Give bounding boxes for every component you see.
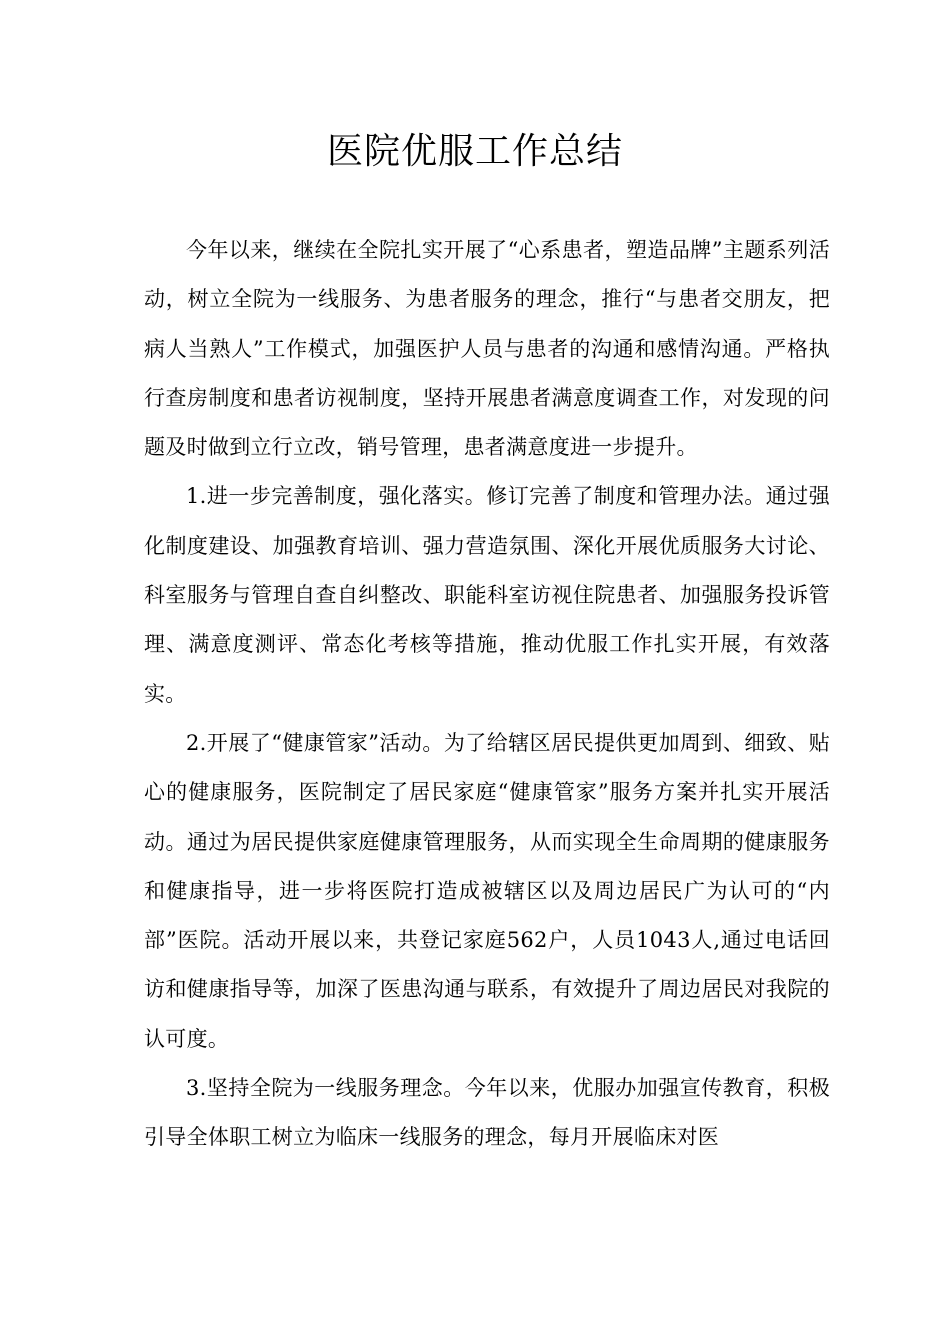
- paragraph-intro: 今年以来，继续在全院扎实开展了“心系患者，塑造品牌”主题系列活动，树立全院为一线服务、为患者服务的理念，推行“与患者交朋友，把病人当熟人”工作模式，加强医护人员与患者的沟通和感情沟通。严格执行查房制度和患者访视制度，坚持开展患者满意度调查工作，对发现的问题及时做到立行立改，销号管理，患者满意度进一步提升。: [144, 238, 830, 460]
- paragraph-item-2: 2.开展了“健康管家”活动。为了给辖区居民提供更加周到、细致、贴心的健康服务，医院制定了居民家庭“健康管家”服务方案并扎实开展活动。通过为居民提供家庭健康管理服务，从而实现全生命周期的健康服务和健康指导，进一步将医院打造成被辖区以及周边居民广为认可的“内部”医院。活动开展以来，共登记家庭562户，人员1043人,通过电话回访和健康指导等，加深了医患沟通与联系，有效提升了周边居民对我院的认可度。: [144, 730, 830, 1051]
- document-title: 医院优服工作总结: [326, 131, 623, 172]
- paragraph-item-3: 3.坚持全院为一线服务理念。今年以来，优服办加强宣传教育，积极引导全体职工树立为临床一线服务的理念，每月开展临床对医: [144, 1076, 830, 1150]
- document-body: [144, 226, 830, 1163]
- paragraph-item-1: 1.进一步完善制度，强化落实。修订完善了制度和管理办法。通过强化制度建设、加强教育培训、强力营造氛围、深化开展优质服务大讨论、科室服务与管理自查自纠整改、职能科室访视住院患者、加强服务投诉管理、满意度测评、常态化考核等措施，推动优服工作扎实开展，有效落实。: [144, 484, 830, 706]
